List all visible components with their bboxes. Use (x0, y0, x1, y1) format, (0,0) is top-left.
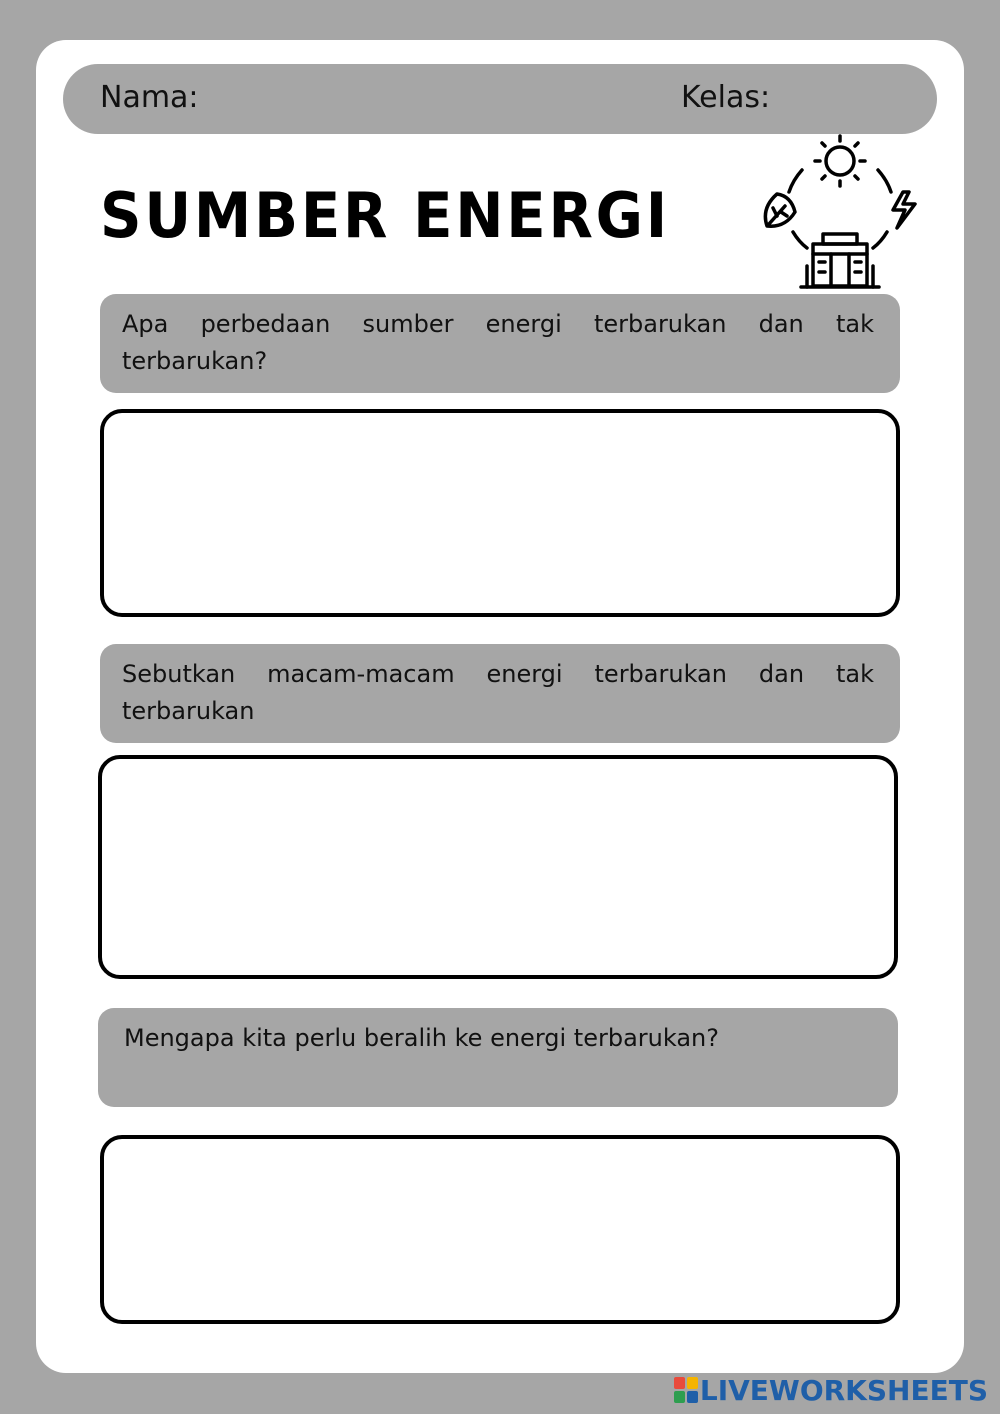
question-3-bar (98, 1008, 898, 1107)
answer-1-input[interactable] (104, 413, 896, 613)
answer-2-input[interactable] (102, 759, 894, 975)
question-2-bar (100, 644, 900, 743)
question-2-text: Sebutkan macam-macam energi terbarukan dan tak terbarukan (122, 660, 874, 725)
class-label: Kelas: (681, 80, 771, 115)
answer-3-box[interactable] (100, 1135, 900, 1324)
answer-3-input[interactable] (104, 1139, 896, 1320)
name-label: Nama: (100, 80, 199, 115)
brand-text: LIVEWORKSHEETS (699, 1373, 988, 1407)
question-1-text: Apa perbedaan sumber energi terbarukan dan tak terbarukan? (122, 310, 874, 375)
renewable-energy-cycle-icon (755, 130, 925, 292)
liveworksheets-logo (674, 1372, 988, 1408)
question-3-text: Mengapa kita perlu beralih ke energi terbarukan? (124, 1024, 719, 1052)
answer-1-box[interactable] (100, 409, 900, 617)
liveworksheets-logo-icon (674, 1377, 698, 1403)
page-title: SUMBER ENERGI (100, 179, 671, 252)
question-1-bar (100, 294, 900, 393)
answer-2-box[interactable] (98, 755, 898, 979)
